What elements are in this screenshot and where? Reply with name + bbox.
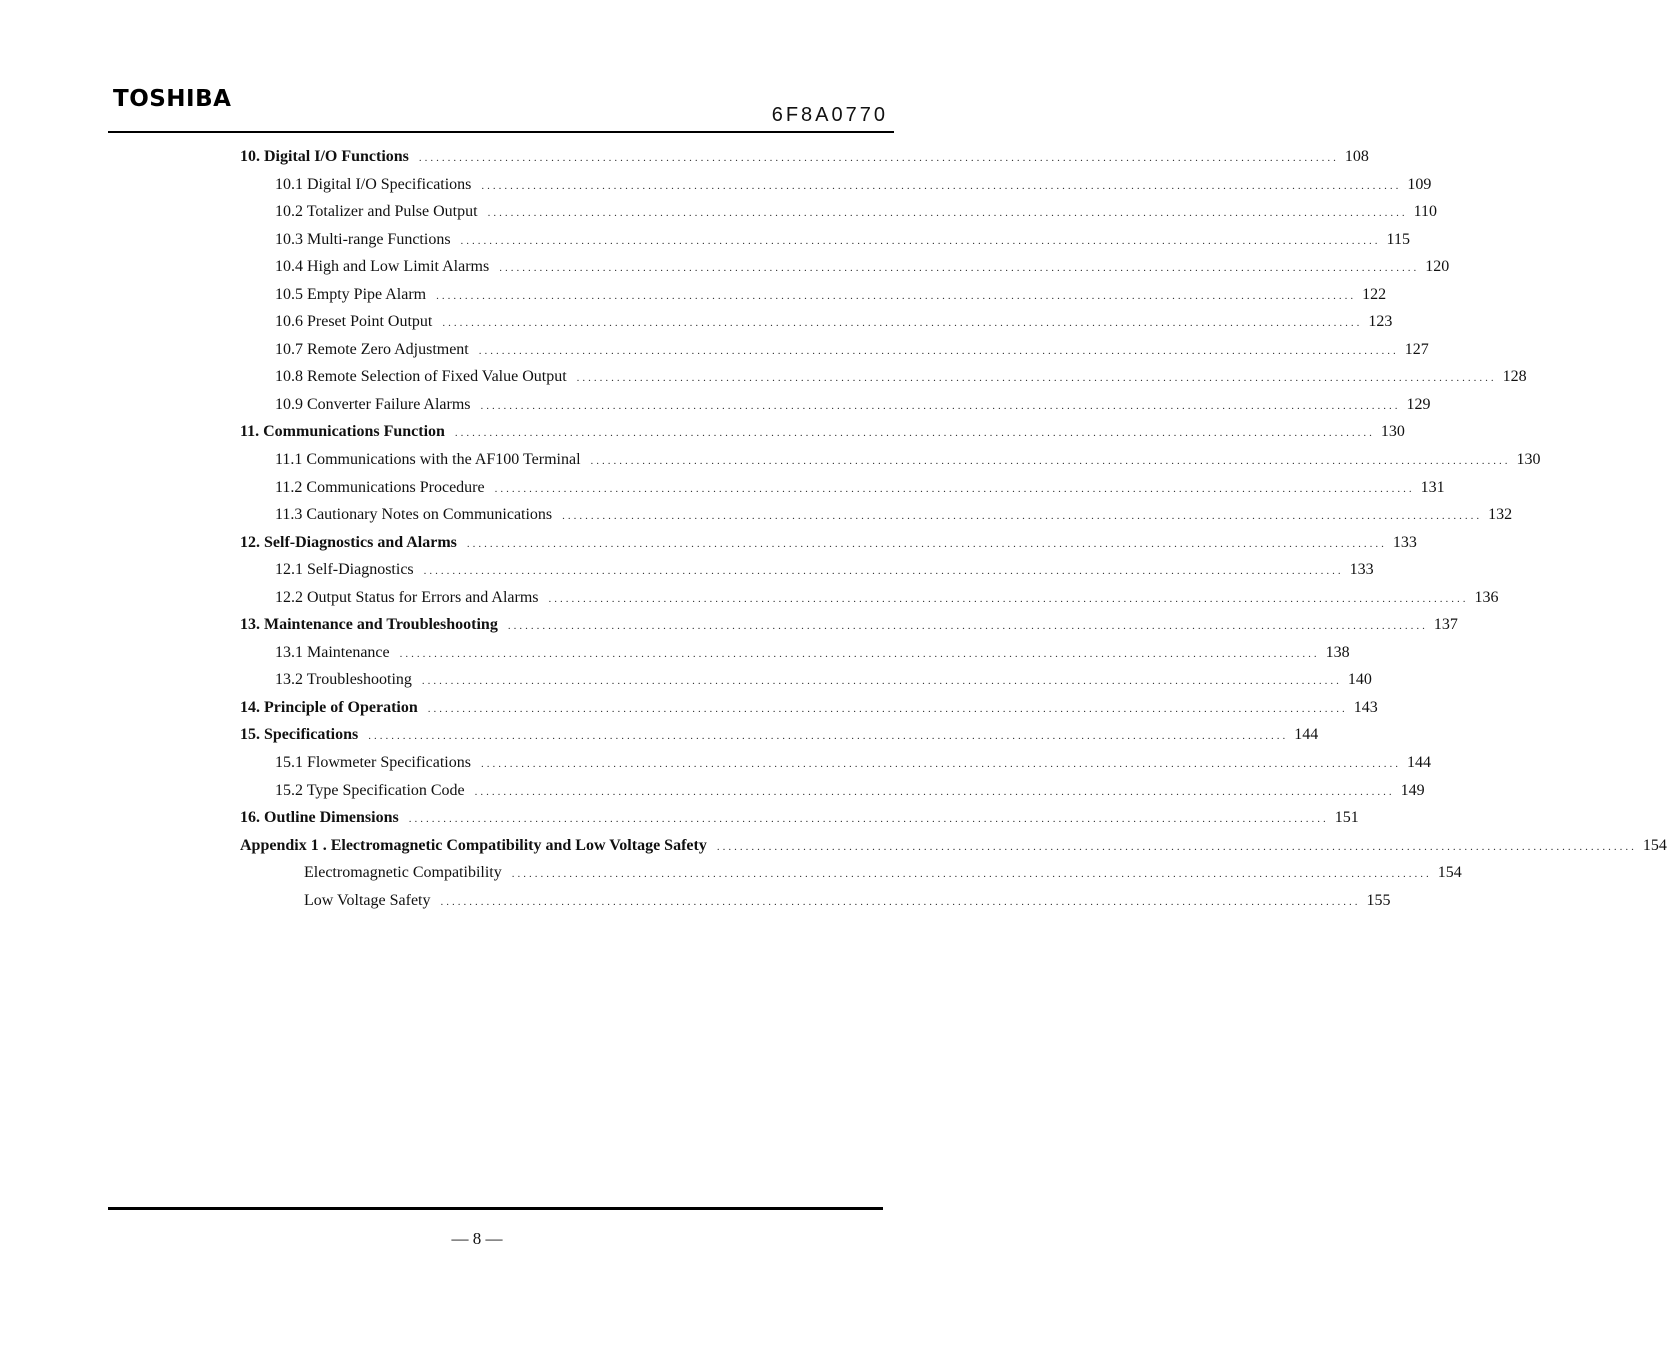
toc-entry-title: 10.2 Totalizer and Pulse Output (275, 203, 478, 221)
toc-entry-title: 15.2 Type Specification Code (275, 781, 465, 799)
page-number: — 8 — (451, 1229, 503, 1248)
dot-leader: ................................................................................................................................................................ (494, 482, 1415, 495)
dot-leader: ................................................................................................................................................................ (440, 895, 1361, 908)
dot-leader: ................................................................................................................................................................ (487, 207, 1408, 220)
toc-entry (240, 446, 1541, 474)
toc-entry-title: 15. Specifications (240, 726, 359, 744)
toc-entry-title: 15.1 Flowmeter Specifications (275, 754, 471, 772)
toc-entry-page: 144 (1294, 726, 1319, 744)
toc-entry-page: 131 (1420, 478, 1445, 496)
toc-entry-page: 154 (1437, 864, 1462, 882)
dot-leader: ................................................................................................................................................................ (466, 537, 1387, 550)
toc-entry-page: 133 (1392, 533, 1417, 551)
toc-entry-title: 10.8 Remote Selection of Fixed Value Output (275, 368, 567, 386)
toc-entry (240, 363, 1527, 391)
toc-entry (240, 887, 1391, 915)
toc-entry-page: 123 (1368, 313, 1393, 331)
footer-rule (108, 1207, 883, 1210)
toc-entry-title: 13. Maintenance and Troubleshooting (240, 616, 498, 634)
toc-entry-page: 138 (1325, 643, 1350, 661)
toc-entry-page: 137 (1433, 616, 1458, 634)
toc-entry-title: 13.1 Maintenance (275, 643, 390, 661)
toc-entry-title: 10.5 Empty Pipe Alarm (275, 285, 427, 303)
toc-entry-page: 144 (1406, 754, 1431, 772)
toc-entry-title: 12.1 Self-Diagnostics (275, 561, 414, 579)
toc-entry-page: 140 (1347, 671, 1372, 689)
toc-entry-page: 133 (1349, 561, 1374, 579)
toc-entry (240, 529, 1417, 557)
toc-entry (240, 336, 1429, 364)
toc-entry (240, 666, 1372, 694)
toc-entry-page: 120 (1425, 258, 1450, 276)
toc-entry-title: 16. Outline Dimensions (240, 809, 399, 827)
dot-leader: ................................................................................................................................................................ (548, 592, 1469, 605)
toc-entry-title: 10.6 Preset Point Output (275, 313, 433, 331)
dot-leader: ................................................................................................................................................................ (480, 758, 1401, 771)
toc-entry (240, 804, 1359, 832)
toc-entry-page: 129 (1406, 395, 1431, 413)
toc-entry-page: 151 (1334, 809, 1359, 827)
toc-entry-page: 122 (1362, 285, 1387, 303)
toc-entry-page: 130 (1516, 451, 1541, 469)
toc-entry (240, 198, 1437, 226)
dot-leader: ................................................................................................................................................................ (511, 868, 1432, 881)
toc-entry-title: Low Voltage Safety (304, 891, 431, 909)
toc-entry-title: 10.1 Digital I/O Specifications (275, 175, 472, 193)
toc-entry-title: 11.2 Communications Procedure (275, 478, 485, 496)
toc-entry (240, 611, 1458, 639)
toc-entry (240, 253, 1450, 281)
toc-entry (240, 721, 1319, 749)
dot-leader: ................................................................................................................................................................ (418, 152, 1339, 164)
toc-entry (240, 584, 1499, 612)
toc-entry-title: 12. Self-Diagnostics and Alarms (240, 533, 457, 551)
toc-entry (240, 749, 1431, 777)
dot-leader: ................................................................................................................................................................ (460, 234, 1381, 247)
toc-entry-page: 127 (1404, 340, 1429, 358)
document-number: 6F8A0770 (771, 104, 888, 126)
dot-leader: ................................................................................................................................................................ (427, 702, 1348, 715)
dot-leader: ................................................................................................................................................................ (507, 620, 1428, 633)
toc-entry (240, 143, 1369, 171)
toc-entry-title: Appendix 1 . Electromagnetic Compatibility and Low Voltage Safety (240, 836, 707, 854)
dot-leader: ................................................................................................................................................................ (423, 565, 1344, 578)
dot-leader: ................................................................................................................................................................ (408, 813, 1329, 826)
toc-entry-title: 10.3 Multi-range Functions (275, 230, 451, 248)
toc-entry-title: 13.2 Troubleshooting (275, 671, 412, 689)
toc-entry-title: 11.3 Cautionary Notes on Communications (275, 506, 553, 524)
toc-entry (240, 777, 1425, 805)
dot-leader: ................................................................................................................................................................ (399, 647, 1320, 660)
toc-entry (240, 694, 1378, 722)
header-rule (108, 131, 894, 133)
toc-entry-title: 10.9 Converter Failure Alarms (275, 395, 471, 413)
toc-entry (240, 226, 1410, 254)
dot-leader: ................................................................................................................................................................ (442, 317, 1363, 330)
toc-entry (240, 639, 1350, 667)
toc-entry (240, 391, 1431, 419)
toc-entry-title: 11. Communications Function (240, 423, 445, 441)
dot-leader: ................................................................................................................................................................ (436, 289, 1357, 302)
toc-entry-title: 10.7 Remote Zero Adjustment (275, 340, 469, 358)
toc-entry-page: 132 (1488, 506, 1513, 524)
toc-entry (240, 832, 1667, 860)
toc-entry (240, 308, 1393, 336)
toc-entry (240, 556, 1374, 584)
dot-leader: ................................................................................................................................................................ (716, 840, 1637, 853)
toc-entry-page: 108 (1344, 148, 1369, 165)
dot-leader: ................................................................................................................................................................ (576, 372, 1497, 385)
dot-leader: ................................................................................................................................................................ (478, 344, 1399, 357)
toc-entry-title: 12.2 Output Status for Errors and Alarms (275, 588, 539, 606)
dot-leader: ................................................................................................................................................................ (499, 262, 1420, 275)
toc-entry (240, 501, 1513, 529)
toc-entry-page: 155 (1366, 891, 1391, 909)
manufacturer-logo: TOSHIBA (113, 86, 232, 112)
toc-entry-page: 136 (1474, 588, 1499, 606)
toc-entry (240, 418, 1405, 446)
dot-leader: ................................................................................................................................................................ (474, 785, 1395, 798)
dot-leader: ................................................................................................................................................................ (368, 730, 1289, 743)
toc-entry-page: 128 (1502, 368, 1527, 386)
dot-leader: ................................................................................................................................................................ (481, 179, 1402, 192)
toc-entry-page: 110 (1413, 203, 1437, 221)
toc-entry-page: 154 (1642, 836, 1667, 854)
toc-entry-page: 109 (1407, 175, 1432, 193)
table-of-contents (240, 143, 1667, 914)
dot-leader: ................................................................................................................................................................ (454, 427, 1375, 440)
toc-entry (240, 171, 1432, 199)
toc-entry-title: 10.4 High and Low Limit Alarms (275, 258, 490, 276)
toc-entry (240, 474, 1445, 502)
toc-entry-page: 130 (1380, 423, 1405, 441)
toc-entry-page: 115 (1386, 230, 1410, 248)
toc-entry (240, 281, 1387, 309)
toc-entry-title: Electromagnetic Compatibility (304, 864, 502, 882)
dot-leader: ................................................................................................................................................................ (421, 675, 1342, 688)
toc-entry-title: 11.1 Communications with the AF100 Terminal (275, 451, 581, 469)
toc-entry-title: 14. Principle of Operation (240, 698, 418, 716)
toc-entry-title: 10. Digital I/O Functions (240, 148, 409, 165)
dot-leader: ................................................................................................................................................................ (590, 455, 1511, 468)
toc-entry (240, 859, 1462, 887)
toc-entry-page: 149 (1400, 781, 1425, 799)
dot-leader: ................................................................................................................................................................ (480, 399, 1401, 412)
dot-leader: ................................................................................................................................................................ (562, 510, 1483, 523)
toc-entry-page: 143 (1353, 698, 1378, 716)
